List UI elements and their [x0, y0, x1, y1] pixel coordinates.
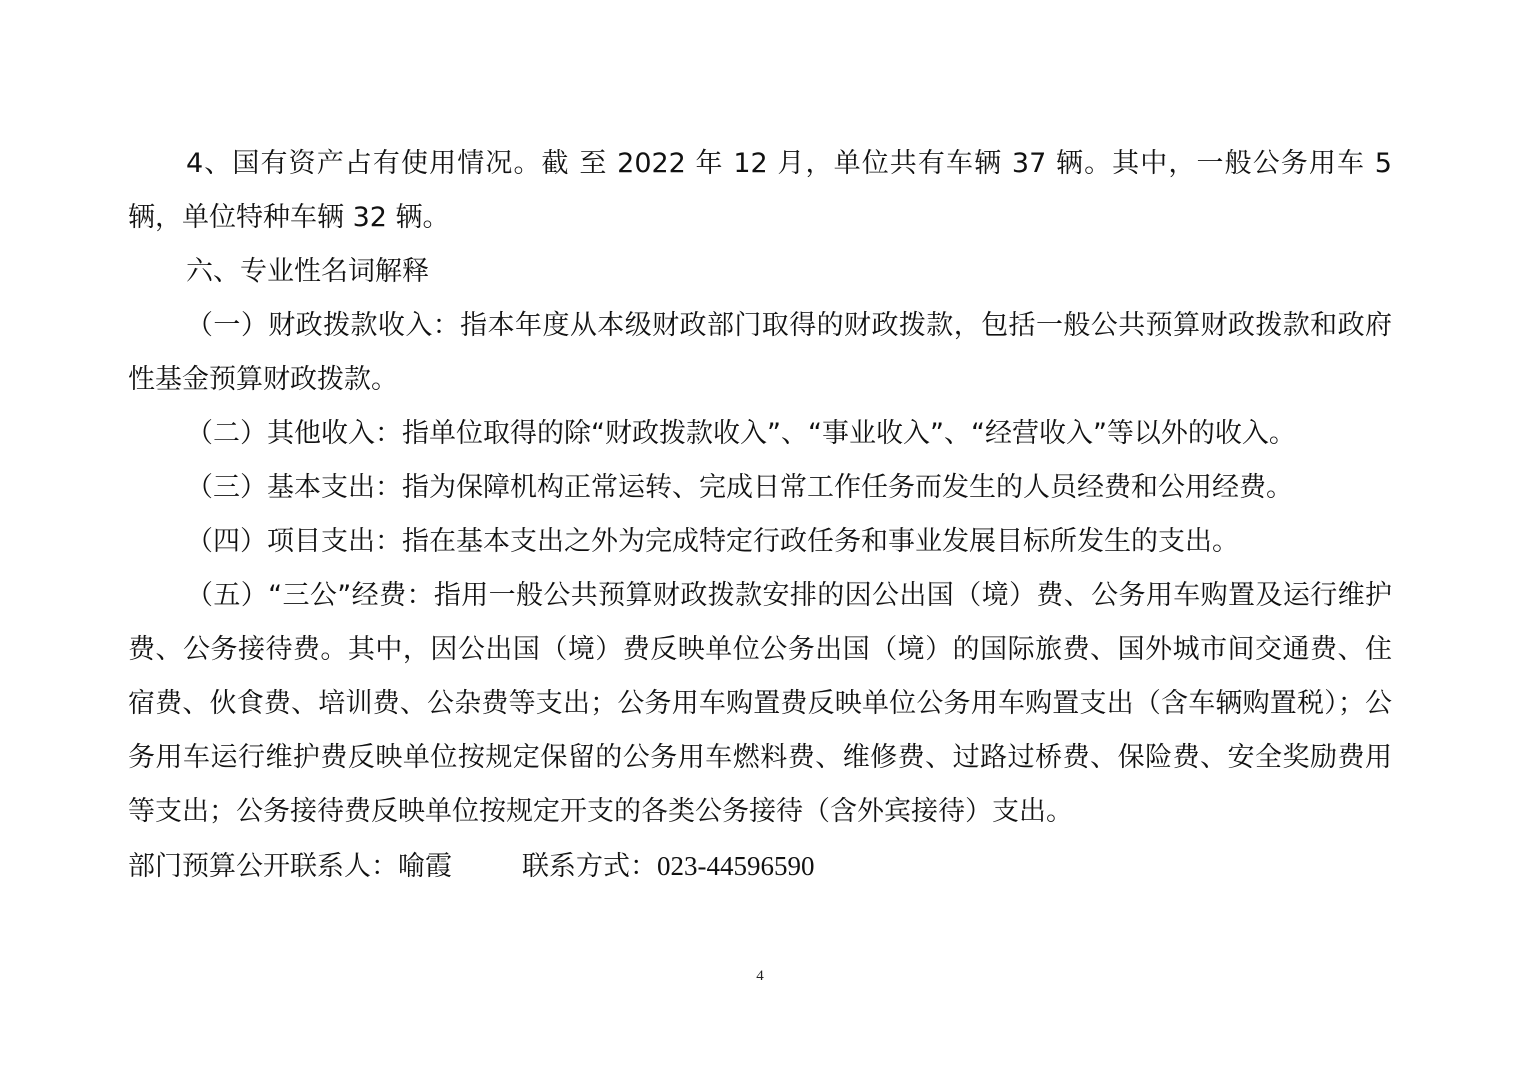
document-body	[128, 137, 1392, 894]
paragraph-basic-expenditure: （三）基本支出：指为保障机构正常运转、完成日常工作任务而发生的人员经费和公用经费。	[186, 472, 1293, 503]
section-heading-glossary: 六、专业性名词解释	[186, 256, 429, 287]
paragraph-project-expenditure: （四）项目支出：指在基本支出之外为完成特定行政任务和事业发展目标所发生的支出。	[186, 526, 1239, 557]
contact-phone: 023-44596590	[657, 851, 815, 881]
paragraph-assets: 4、国有资产占有使用情况。截 至 2022 年 12 月，单位共有车辆 37 辆。其中，一般公务用车 5 辆，单位特种车辆 32 辆。	[128, 148, 1392, 233]
page-number: 4	[756, 968, 764, 984]
contact-line	[128, 839, 1392, 894]
contact-method-label: 联系方式：	[522, 851, 657, 882]
paragraph-fiscal-income: （一）财政拨款收入：指本年度从本级财政部门取得的财政拨款，包括一般公共预算财政拨款和政府性基金预算财政拨款。	[128, 310, 1392, 395]
contact-person: 部门预算公开联系人：喻霞	[128, 851, 452, 882]
paragraph-other-income: （二）其他收入：指单位取得的除“财政拨款收入”、“事业收入”、“经营收入”等以外的收入。	[186, 418, 1296, 449]
paragraph-three-public-expenses: （五）“三公”经费：指用一般公共预算财政拨款安排的因公出国（境）费、公务用车购置及运行维护费、公务接待费。其中，因公出国（境）费反映单位公务出国（境）的国际旅费、国外城市间交通费、住宿费、伙食费、培训费、公杂费等支出；公务用车购置费反映单位公务用车购置支出（含车辆购置税）；公务用车运行维护费反映单位按规定保留的公务用车燃料费、维修费、过路过桥费、保险费、安全奖励费用等支出；公务接待费反映单位按规定开支的各类公务接待（含外宾接待）支出。	[128, 580, 1392, 827]
